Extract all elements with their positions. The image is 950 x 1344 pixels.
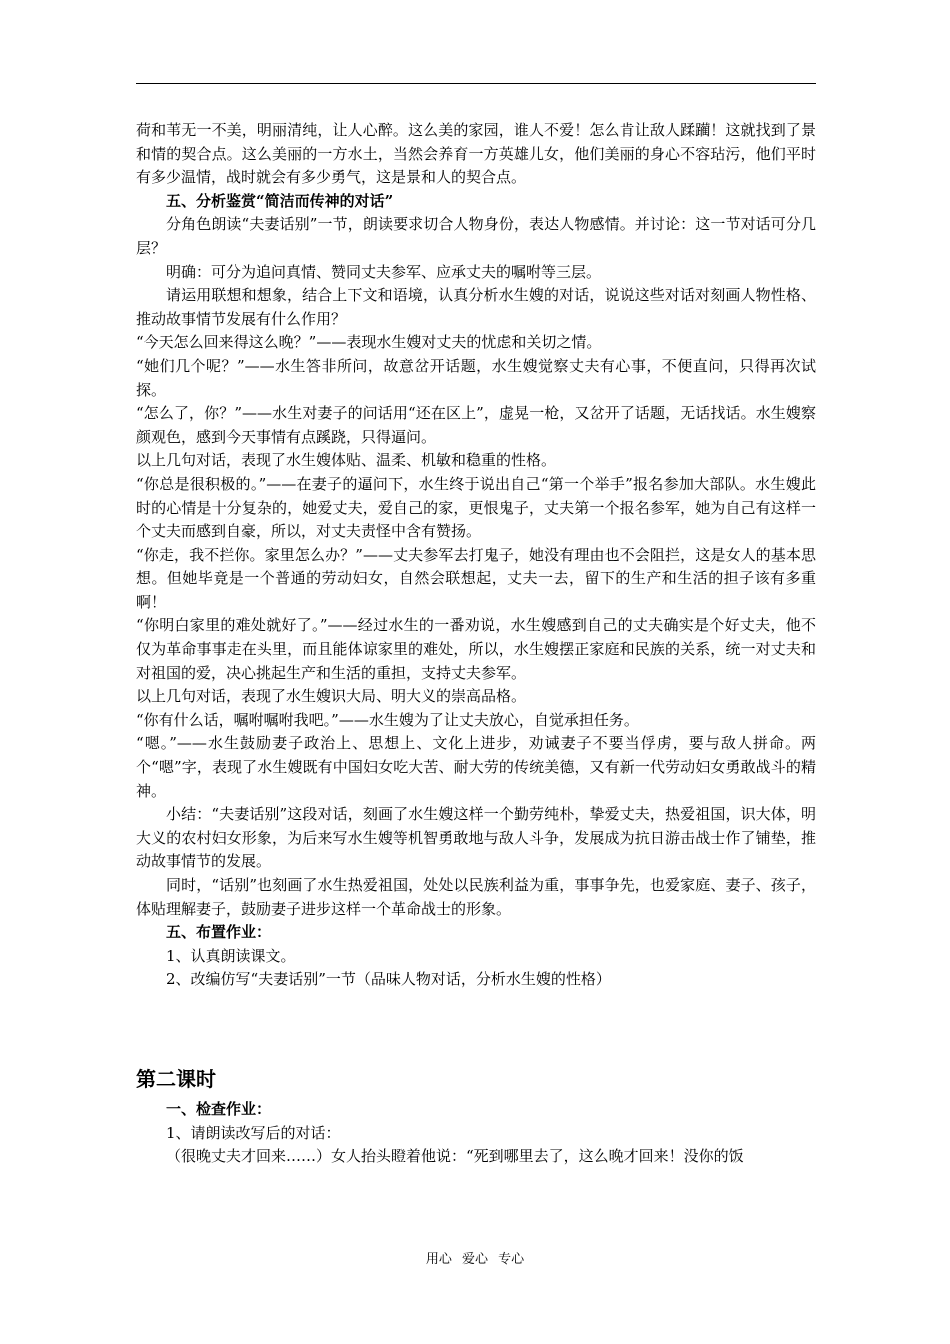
footer-text: 专心 [498,1252,525,1267]
section-heading: 五、分析鉴赏“简洁而传神的对话” [166,191,394,210]
section-heading: 一、检查作业： [166,1099,272,1118]
paragraph: 同时，“话别”也刻画了水生热爱祖国，处处以民族利益为重，事事争先，也爱家庭、妻子、孩子，体贴理解妻子，鼓励妻子进步这样一个革命战士的形象。 [136,876,816,918]
paragraph: “你走，我不拦你。家里怎么办？”——丈夫参军去打鬼子，她没有理由也不会阻拦，这是女人的基本思想。但她毕竟是一个普通的劳动妇女，自然会联想起，丈夫一去，留下的生产和生活的担子该有多重啊！ [136,545,816,611]
header-rule [136,83,816,84]
paragraph: 小结：“夫妻话别”这段对话，刻画了水生嫂这样一个勤劳纯朴，挚爱丈夫，热爱祖国，识大体，明大义的农村妇女形象，为后来写水生嫂等机智勇敢地与敌人斗争，发展成为抗日游击战士作了铺垫，推动故事情节的发展。 [136,805,816,871]
paragraph: （很晚丈夫才回来……）女人抬头瞪着他说：“死到哪里去了，这么晚才回来！没你的饭 [166,1147,744,1166]
lesson-title: 第二课时 [136,1066,216,1091]
paragraph: “今天怎么回来得这么晚？”——表现水生嫂对丈夫的忧虑和关切之情。 [136,333,602,352]
list-item: 2、改编仿写“夫妻话别”一节（品味人物对话，分析水生嫂的性格） [166,970,611,989]
footer-text: 用心 [425,1252,452,1267]
list-item: 1、请朗读改写后的对话： [166,1123,341,1142]
spacer [136,992,816,1064]
footer-text: 爱心 [461,1252,488,1267]
paragraph: “你有什么话，嘱咐嘱咐我吧。”——水生嫂为了让丈夫放心，自觉承担任务。 [136,710,639,729]
paragraph: “怎么了，你？”——水生对妻子的问话用“还在区上”，虚晃一枪，又岔开了话题，无话找话。水生嫂察颜观色，感到今天事情有点蹊跷，只得逼问。 [136,404,816,446]
paragraph: “嗯。”——水生鼓励妻子政治上、思想上、文化上进步，劝诫妻子不要当俘虏，要与敌人拼命。两个“嗯”字，表现了水生嫂既有中国妇女吃大苦、耐大劳的传统美德，又有新一代劳动妇女勇敢战斗的精神。 [136,734,816,800]
paragraph: “你总是很积极的。”——在妻子的逼问下，水生终于说出自己“第一个举手”报名参加大部队。水生嫂此时的心情是十分复杂的，她爱丈夫，爱自己的家，更恨鬼子，丈夫第一个报名参军，她为自己有这样一个丈夫而感到自豪，所以，对丈夫责怪中含有赞扬。 [136,474,816,541]
page-body [136,119,816,1169]
paragraph: 以上几句对话，表现了水生嫂识大局、明大义的崇高品格。 [136,687,527,706]
section-heading: 五、布置作业： [166,923,272,942]
paragraph: 请运用联想和想象，结合上下文和语境，认真分析水生嫂的对话，说说这些对话对刻画人物性格、推动故事情节发展有什么作用？ [136,286,816,328]
paragraph: 荷和苇无一不美，明丽清纯，让人心醉。这么美的家园，谁人不爱！怎么肯让敌人蹂躏！这就找到了景和情的契合点。这么美丽的一方水土，当然会养育一方英雄儿女，他们美丽的身心不容玷污，他们平时有多少温情，战时就会有多少勇气，这是景和人的契合点。 [136,121,816,187]
list-item: 1、认真朗读课文。 [166,946,296,965]
page-footer [0,1248,950,1267]
paragraph: 分角色朗读“夫妻话别”一节，朗读要求切合人物身份，表达人物感情。并讨论：这一节对话可分几层？ [136,215,816,257]
paragraph: 明确：可分为追问真情、赞同丈夫参军、应承丈夫的嘱咐等三层。 [166,262,602,281]
paragraph: 以上几句对话，表现了水生嫂体贴、温柔、机敏和稳重的性格。 [136,451,557,470]
paragraph: “她们几个呢？”——水生答非所问，故意岔开话题，水生嫂觉察丈夫有心事，不便直问，只得再次试探。 [136,356,816,399]
paragraph: “你明白家里的难处就好了。”——经过水生的一番劝说，水生嫂感到自己的丈夫确实是个好丈夫，他不仅为革命事事走在头里，而且能体谅家里的难处，所以，水生嫂摆正家庭和民族的关系，统一对丈夫和对祖国的爱，决心挑起生产和生活的重担，支持丈夫参军。 [136,616,816,682]
